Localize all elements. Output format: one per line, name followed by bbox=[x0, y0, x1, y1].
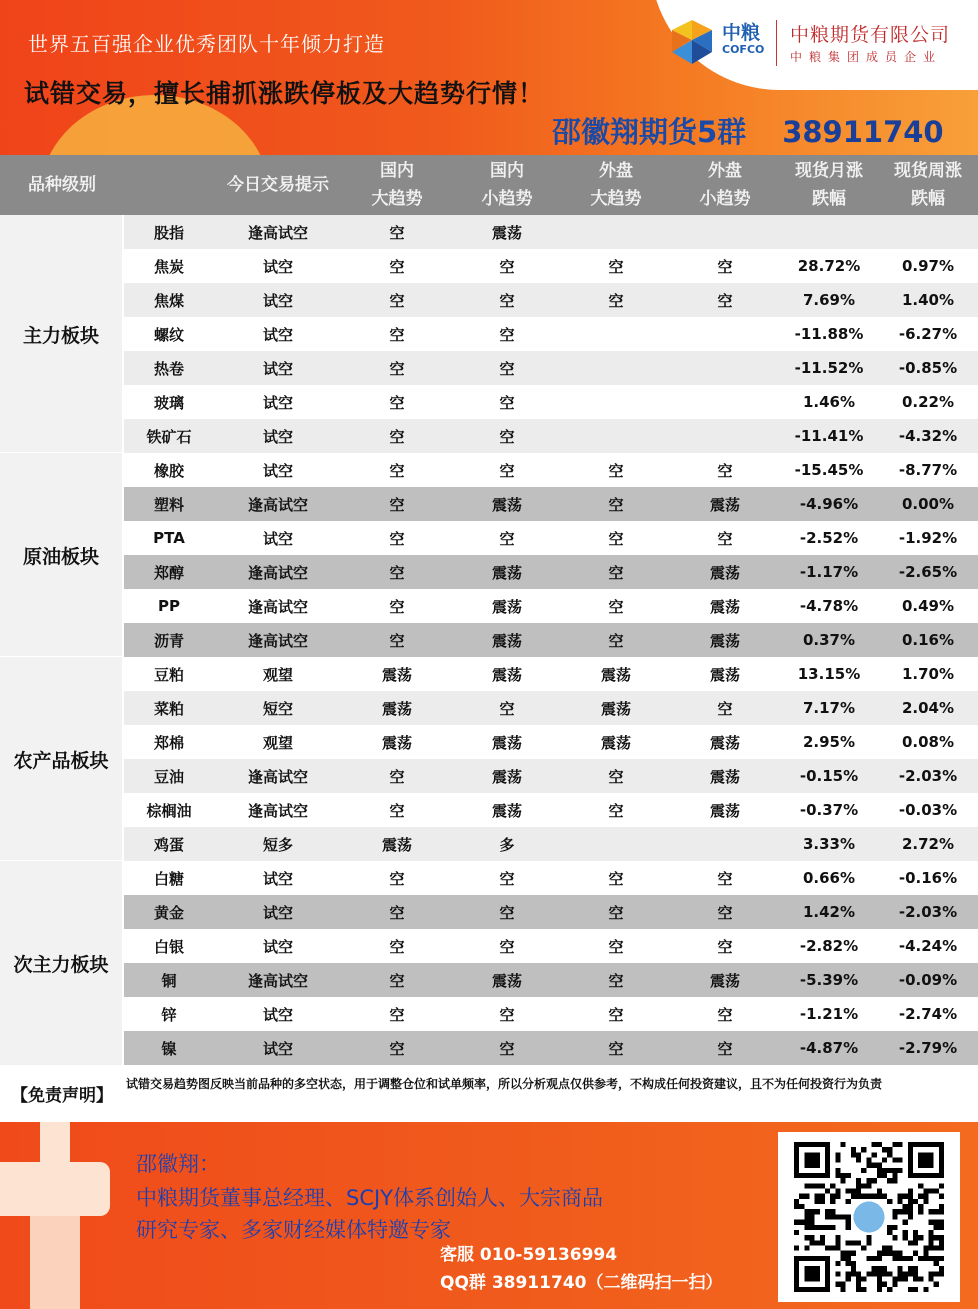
domestic-small-trend-cell: 空 bbox=[499, 257, 515, 276]
spot-week-change-cell: -0.03% bbox=[898, 801, 958, 819]
spot-week-change-cell: -2.74% bbox=[898, 1005, 958, 1023]
trade-tip-cell: 试空 bbox=[262, 1005, 293, 1024]
foreign-small-trend-cell: 震荡 bbox=[709, 767, 740, 786]
foreign-small-trend-cell: 空 bbox=[717, 937, 733, 956]
table-row bbox=[124, 725, 978, 759]
foreign-small-trend-cell: 震荡 bbox=[709, 631, 740, 650]
trade-tip-cell: 逢高试空 bbox=[247, 495, 308, 514]
header-foreign-small-line1: 外盘 bbox=[708, 161, 742, 181]
commodity-name-cell: 鸡蛋 bbox=[153, 835, 184, 854]
table-row bbox=[124, 487, 978, 521]
domestic-small-trend-cell: 震荡 bbox=[491, 801, 522, 820]
spot-month-change-cell: 0.66% bbox=[802, 869, 856, 887]
commodity-name-cell: 白银 bbox=[153, 937, 184, 956]
domestic-small-trend-cell: 震荡 bbox=[491, 223, 522, 242]
domestic-small-trend-cell: 空 bbox=[499, 937, 515, 956]
foreign-big-trend-cell bbox=[562, 385, 670, 419]
company-subtitle: 中粮集团成员企业 bbox=[790, 50, 943, 64]
domestic-big-trend-cell: 震荡 bbox=[381, 665, 412, 684]
foreign-big-trend-cell: 空 bbox=[608, 563, 624, 582]
trade-tip-cell: 试空 bbox=[262, 869, 293, 888]
foreign-big-trend-cell: 空 bbox=[608, 495, 624, 514]
commodity-name-cell: PTA bbox=[153, 529, 185, 547]
table-row bbox=[124, 589, 978, 623]
header-domestic-small bbox=[452, 155, 562, 215]
commodity-name-cell: 黄金 bbox=[153, 903, 184, 922]
foreign-small-trend-cell: 空 bbox=[717, 291, 733, 310]
foreign-big-trend-cell bbox=[562, 827, 670, 861]
analyst-title-line1: 中粮期货董事总经理、SCJY体系创始人、大宗商品 bbox=[136, 1186, 604, 1210]
header-foreign-big-line1: 外盘 bbox=[599, 161, 633, 181]
domestic-big-trend-cell: 空 bbox=[389, 1039, 405, 1058]
spot-week-change-cell: -1.92% bbox=[898, 529, 958, 547]
trade-tip-cell: 短空 bbox=[262, 699, 293, 718]
spot-month-change-cell: 2.95% bbox=[802, 733, 856, 751]
header-spot-month-line1: 现货月涨 bbox=[795, 161, 863, 181]
trade-tip-cell: 试空 bbox=[262, 529, 293, 548]
domestic-small-trend-cell: 空 bbox=[499, 903, 515, 922]
spot-month-change-cell: 0.37% bbox=[802, 631, 856, 649]
foreign-small-trend-cell: 震荡 bbox=[709, 495, 740, 514]
domestic-big-trend-cell: 空 bbox=[389, 597, 405, 616]
foreign-small-trend-cell bbox=[670, 215, 780, 249]
foreign-big-trend-cell: 空 bbox=[608, 1039, 624, 1058]
header-foreign-small-line2: 小趋势 bbox=[699, 189, 751, 209]
spot-week-change-cell: -2.03% bbox=[898, 767, 958, 785]
foreign-big-trend-cell bbox=[562, 215, 670, 249]
commodity-name-cell: 股指 bbox=[153, 223, 184, 242]
spot-month-change-cell: -2.82% bbox=[799, 937, 859, 955]
spot-week-change-cell: 1.40% bbox=[901, 291, 955, 309]
domestic-small-trend-cell: 震荡 bbox=[491, 733, 522, 752]
header-domestic-big-line2: 大趋势 bbox=[371, 189, 423, 209]
commodity-name-cell: 焦煤 bbox=[153, 291, 184, 310]
company-name: 中粮期货有限公司 bbox=[790, 24, 951, 46]
domestic-big-trend-cell: 空 bbox=[389, 359, 405, 378]
spot-week-change-cell bbox=[878, 215, 978, 249]
analyst-name: 邵徽翔： bbox=[136, 1152, 220, 1176]
commodity-name-cell: 铁矿石 bbox=[146, 427, 192, 446]
foreign-small-trend-cell: 空 bbox=[717, 903, 733, 922]
commodity-name-cell: 豆粕 bbox=[153, 665, 184, 684]
table-row bbox=[124, 317, 978, 351]
table-row bbox=[124, 691, 978, 725]
spot-month-change-cell bbox=[780, 215, 878, 249]
foreign-small-trend-cell: 空 bbox=[717, 1005, 733, 1024]
domestic-big-trend-cell: 空 bbox=[389, 767, 405, 786]
foreign-small-trend-cell: 空 bbox=[717, 257, 733, 276]
table-row bbox=[124, 895, 978, 929]
spot-month-change-cell: -2.52% bbox=[799, 529, 859, 547]
trade-tip-cell: 试空 bbox=[262, 325, 293, 344]
domestic-small-trend-cell: 震荡 bbox=[491, 563, 522, 582]
domestic-small-trend-cell: 空 bbox=[499, 427, 515, 446]
spot-week-change-cell: -0.09% bbox=[898, 971, 958, 989]
spot-month-change-cell: 28.72% bbox=[797, 257, 861, 275]
table-row bbox=[124, 963, 978, 997]
foreign-small-trend-cell: 空 bbox=[717, 461, 733, 480]
table-row bbox=[124, 997, 978, 1031]
spot-week-change-cell: 0.00% bbox=[901, 495, 955, 513]
spot-month-change-cell: -0.15% bbox=[799, 767, 859, 785]
spot-month-change-cell: 1.46% bbox=[802, 393, 856, 411]
domestic-small-trend-cell: 震荡 bbox=[491, 971, 522, 990]
trade-tip-cell: 试空 bbox=[262, 257, 293, 276]
table-row bbox=[124, 419, 978, 453]
trade-tip-cell: 试空 bbox=[262, 461, 293, 480]
domestic-big-trend-cell: 震荡 bbox=[381, 835, 412, 854]
domestic-small-trend-cell: 空 bbox=[499, 699, 515, 718]
foreign-small-trend-cell: 震荡 bbox=[709, 665, 740, 684]
header-spot-week-line2: 跌幅 bbox=[911, 189, 945, 209]
foreign-small-trend-cell: 震荡 bbox=[709, 801, 740, 820]
domestic-small-trend-cell: 空 bbox=[499, 869, 515, 888]
analyst-title-line2: 研究专家、多家财经媒体特邀专家 bbox=[136, 1218, 451, 1242]
decor-shape bbox=[0, 1162, 110, 1216]
domestic-small-trend-cell: 空 bbox=[499, 393, 515, 412]
foreign-big-trend-cell: 震荡 bbox=[600, 665, 631, 684]
foreign-small-trend-cell bbox=[670, 385, 780, 419]
foreign-big-trend-cell: 空 bbox=[608, 869, 624, 888]
trade-tip-cell: 逢高试空 bbox=[247, 563, 308, 582]
spot-week-change-cell: -0.16% bbox=[898, 869, 958, 887]
spot-month-change-cell: 3.33% bbox=[802, 835, 856, 853]
domestic-small-trend-cell: 空 bbox=[499, 1005, 515, 1024]
table-row bbox=[124, 249, 978, 283]
domestic-big-trend-cell: 空 bbox=[389, 257, 405, 276]
commodity-name-cell: 沥青 bbox=[153, 631, 184, 650]
spot-month-change-cell: -11.52% bbox=[794, 359, 864, 377]
foreign-small-trend-cell bbox=[670, 419, 780, 453]
spot-month-change-cell: -4.96% bbox=[799, 495, 859, 513]
header-spot-week-line1: 现货周涨 bbox=[894, 161, 962, 181]
trade-tip-cell: 试空 bbox=[262, 427, 293, 446]
trade-tip-cell: 试空 bbox=[262, 903, 293, 922]
trade-tip-cell: 逢高试空 bbox=[247, 631, 308, 650]
domestic-big-trend-cell: 空 bbox=[389, 801, 405, 820]
header-spot-month-line2: 跌幅 bbox=[812, 189, 846, 209]
footer-banner bbox=[0, 1122, 978, 1309]
commodity-name-cell: 焦炭 bbox=[153, 257, 184, 276]
foreign-big-trend-cell: 空 bbox=[608, 597, 624, 616]
foreign-small-trend-cell: 震荡 bbox=[709, 733, 740, 752]
spot-week-change-cell: 0.22% bbox=[901, 393, 955, 411]
spot-week-change-cell: -0.85% bbox=[898, 359, 958, 377]
foreign-big-trend-cell: 空 bbox=[608, 631, 624, 650]
commodity-name-cell: 白糖 bbox=[153, 869, 184, 888]
table-row bbox=[124, 929, 978, 963]
spot-week-change-cell: 0.16% bbox=[901, 631, 955, 649]
foreign-small-trend-cell: 空 bbox=[717, 699, 733, 718]
slogan-secondary: 试错交易，擅长捕抓涨跌停板及大趋势行情！ bbox=[24, 79, 545, 108]
trade-tip-cell: 逢高试空 bbox=[247, 801, 308, 820]
foreign-small-trend-cell: 震荡 bbox=[709, 971, 740, 990]
header-spot-month bbox=[780, 155, 878, 215]
disclaimer-text: 试错交易趋势图反映当前品种的多空状态，用于调整仓位和试单频率，所以分析观点仅供参考，不构成任何投资建议，且不为任何投资行为负责 bbox=[126, 1077, 883, 1091]
header-tip: 今日交易提示 bbox=[227, 175, 329, 195]
domestic-small-trend-cell: 震荡 bbox=[491, 631, 522, 650]
service-phone: 客服 010-59136994 bbox=[440, 1245, 618, 1265]
foreign-small-trend-cell: 震荡 bbox=[709, 597, 740, 616]
domestic-big-trend-cell: 空 bbox=[389, 937, 405, 956]
spot-week-change-cell: -2.79% bbox=[898, 1039, 958, 1057]
foreign-big-trend-cell: 空 bbox=[608, 461, 624, 480]
commodity-name-cell: 豆油 bbox=[153, 767, 184, 786]
spot-week-change-cell: -4.24% bbox=[898, 937, 958, 955]
trade-tip-cell: 试空 bbox=[262, 1039, 293, 1058]
foreign-big-trend-cell bbox=[562, 419, 670, 453]
domestic-big-trend-cell: 空 bbox=[389, 325, 405, 344]
spot-month-change-cell: -4.87% bbox=[799, 1039, 859, 1057]
category-label: 次主力板块 bbox=[0, 861, 124, 1065]
table-row bbox=[124, 861, 978, 895]
spot-week-change-cell: 0.08% bbox=[901, 733, 955, 751]
domestic-big-trend-cell: 震荡 bbox=[381, 733, 412, 752]
category-label: 农产品板块 bbox=[0, 657, 124, 861]
trade-tip-cell: 试空 bbox=[262, 359, 293, 378]
spot-week-change-cell: -8.77% bbox=[898, 461, 958, 479]
spot-week-change-cell: -2.03% bbox=[898, 903, 958, 921]
domestic-big-trend-cell: 空 bbox=[389, 529, 405, 548]
foreign-small-trend-cell: 空 bbox=[717, 1039, 733, 1058]
trade-tip-cell: 逢高试空 bbox=[247, 223, 308, 242]
domestic-big-trend-cell: 空 bbox=[389, 223, 405, 242]
commodity-name-cell: 热卷 bbox=[153, 359, 184, 378]
commodity-name-cell: 棕榈油 bbox=[146, 801, 192, 820]
table-row bbox=[124, 827, 978, 861]
qr-code[interactable] bbox=[778, 1132, 960, 1302]
domestic-big-trend-cell: 空 bbox=[389, 461, 405, 480]
commodity-name-cell: 镍 bbox=[161, 1039, 177, 1058]
domestic-big-trend-cell: 空 bbox=[389, 1005, 405, 1024]
commodity-name-cell: 锌 bbox=[161, 1005, 177, 1024]
trade-tip-cell: 试空 bbox=[262, 291, 293, 310]
logo-english: COFCO bbox=[722, 43, 765, 56]
foreign-small-trend-cell bbox=[670, 317, 780, 351]
spot-week-change-cell: 1.70% bbox=[901, 665, 955, 683]
header-domestic-big-line1: 国内 bbox=[380, 161, 414, 181]
header-domestic-small-line2: 小趋势 bbox=[481, 189, 533, 209]
commodity-name-cell: 郑醇 bbox=[153, 563, 184, 582]
foreign-big-trend-cell: 震荡 bbox=[600, 699, 631, 718]
domestic-big-trend-cell: 空 bbox=[389, 563, 405, 582]
spot-month-change-cell: -0.37% bbox=[799, 801, 859, 819]
spot-month-change-cell: -1.17% bbox=[799, 563, 859, 581]
domestic-small-trend-cell: 空 bbox=[499, 461, 515, 480]
foreign-big-trend-cell: 空 bbox=[608, 903, 624, 922]
slogan-primary: 世界五百强企业优秀团队十年倾力打造 bbox=[28, 32, 385, 56]
commodity-name-cell: 塑料 bbox=[153, 495, 184, 514]
spot-week-change-cell: 0.97% bbox=[901, 257, 955, 275]
domestic-big-trend-cell: 空 bbox=[389, 291, 405, 310]
table-row bbox=[124, 793, 978, 827]
header-domestic-big bbox=[342, 155, 452, 215]
commodity-name-cell: PP bbox=[158, 597, 180, 615]
trade-tip-cell: 逢高试空 bbox=[247, 971, 308, 990]
spot-week-change-cell: 2.04% bbox=[901, 699, 955, 717]
foreign-big-trend-cell: 空 bbox=[608, 937, 624, 956]
domestic-big-trend-cell: 空 bbox=[389, 971, 405, 990]
spot-month-change-cell: -11.41% bbox=[794, 427, 864, 445]
spot-month-change-cell: -1.21% bbox=[799, 1005, 859, 1023]
disclaimer-label: 【免责声明】 bbox=[0, 1066, 124, 1120]
foreign-small-trend-cell bbox=[670, 351, 780, 385]
spot-month-change-cell: -5.39% bbox=[799, 971, 859, 989]
commodity-name-cell: 铜 bbox=[161, 971, 177, 990]
table-row bbox=[124, 623, 978, 657]
commodity-name-cell: 橡胶 bbox=[153, 461, 184, 480]
logo-divider bbox=[776, 20, 777, 66]
domestic-big-trend-cell: 空 bbox=[389, 427, 405, 446]
table-row bbox=[124, 555, 978, 589]
spot-month-change-cell: -11.88% bbox=[794, 325, 864, 343]
spot-month-change-cell: -15.45% bbox=[794, 461, 864, 479]
foreign-big-trend-cell: 震荡 bbox=[600, 733, 631, 752]
domestic-small-trend-cell: 震荡 bbox=[491, 495, 522, 514]
domestic-small-trend-cell: 空 bbox=[499, 325, 515, 344]
table-row bbox=[124, 759, 978, 793]
foreign-big-trend-cell: 空 bbox=[608, 291, 624, 310]
spot-week-change-cell: 2.72% bbox=[901, 835, 955, 853]
trade-tip-cell: 试空 bbox=[262, 393, 293, 412]
domestic-big-trend-cell: 空 bbox=[389, 869, 405, 888]
domestic-small-trend-cell: 震荡 bbox=[491, 597, 522, 616]
category-label: 原油板块 bbox=[0, 453, 124, 657]
trade-tip-cell: 试空 bbox=[262, 937, 293, 956]
spot-month-change-cell: 7.17% bbox=[802, 699, 856, 717]
domestic-big-trend-cell: 空 bbox=[389, 631, 405, 650]
domestic-small-trend-cell: 震荡 bbox=[491, 767, 522, 786]
qr-code-icon bbox=[788, 1142, 950, 1292]
cofco-logo-icon bbox=[668, 18, 716, 66]
header-category: 品种级别 bbox=[28, 175, 96, 195]
trade-tip-cell: 观望 bbox=[262, 665, 293, 684]
table-row bbox=[124, 351, 978, 385]
spot-week-change-cell: -4.32% bbox=[898, 427, 958, 445]
spot-week-change-cell: 0.49% bbox=[901, 597, 955, 615]
domestic-big-trend-cell: 空 bbox=[389, 903, 405, 922]
header-foreign-small bbox=[670, 155, 780, 215]
spot-month-change-cell: 13.15% bbox=[797, 665, 861, 683]
table-row bbox=[124, 283, 978, 317]
foreign-big-trend-cell bbox=[562, 351, 670, 385]
table-row bbox=[124, 453, 978, 487]
spot-week-change-cell: -6.27% bbox=[898, 325, 958, 343]
header-banner bbox=[0, 0, 978, 155]
logo-chinese: 中粮 bbox=[722, 22, 761, 44]
foreign-small-trend-cell: 震荡 bbox=[709, 563, 740, 582]
table-header bbox=[0, 155, 978, 215]
domestic-big-trend-cell: 空 bbox=[389, 495, 405, 514]
foreign-big-trend-cell: 空 bbox=[608, 971, 624, 990]
foreign-small-trend-cell: 空 bbox=[717, 529, 733, 548]
header-spot-week bbox=[878, 155, 978, 215]
foreign-big-trend-cell: 空 bbox=[608, 1005, 624, 1024]
header-foreign-big-line2: 大趋势 bbox=[590, 189, 642, 209]
foreign-big-trend-cell: 空 bbox=[608, 257, 624, 276]
header-foreign-big bbox=[562, 155, 670, 215]
domestic-small-trend-cell: 空 bbox=[499, 359, 515, 378]
commodity-name-cell: 玻璃 bbox=[153, 393, 184, 412]
group-number: 38911740 bbox=[782, 115, 944, 149]
trade-tip-cell: 短多 bbox=[262, 835, 293, 854]
commodity-name-cell: 郑棉 bbox=[153, 733, 184, 752]
qq-group: QQ群 38911740（二维码扫一扫） bbox=[440, 1273, 723, 1293]
commodity-name-cell: 螺纹 bbox=[153, 325, 184, 344]
foreign-small-trend-cell bbox=[670, 827, 780, 861]
domestic-small-trend-cell: 空 bbox=[499, 291, 515, 310]
table-row bbox=[124, 521, 978, 555]
table-row bbox=[124, 215, 978, 249]
header-domestic-small-line1: 国内 bbox=[490, 161, 524, 181]
decor-shape bbox=[30, 1216, 80, 1309]
company-logo bbox=[668, 14, 968, 76]
group-info bbox=[552, 110, 944, 151]
domestic-big-trend-cell: 震荡 bbox=[381, 699, 412, 718]
foreign-big-trend-cell: 空 bbox=[608, 767, 624, 786]
table-body bbox=[124, 215, 978, 1065]
domestic-small-trend-cell: 震荡 bbox=[491, 665, 522, 684]
trade-tip-cell: 逢高试空 bbox=[247, 767, 308, 786]
foreign-big-trend-cell: 空 bbox=[608, 801, 624, 820]
table-row bbox=[124, 1031, 978, 1065]
spot-month-change-cell: 1.42% bbox=[802, 903, 856, 921]
category-label: 主力板块 bbox=[0, 215, 124, 453]
spot-month-change-cell: -4.78% bbox=[799, 597, 859, 615]
trade-tip-cell: 观望 bbox=[262, 733, 293, 752]
foreign-big-trend-cell bbox=[562, 317, 670, 351]
trade-tip-cell: 逢高试空 bbox=[247, 597, 308, 616]
domestic-small-trend-cell: 多 bbox=[499, 835, 515, 854]
table-row bbox=[124, 657, 978, 691]
domestic-small-trend-cell: 空 bbox=[499, 1039, 515, 1058]
domestic-big-trend-cell: 空 bbox=[389, 393, 405, 412]
domestic-small-trend-cell: 空 bbox=[499, 529, 515, 548]
commodity-name-cell: 菜粕 bbox=[153, 699, 184, 718]
foreign-small-trend-cell: 空 bbox=[717, 869, 733, 888]
spot-month-change-cell: 7.69% bbox=[802, 291, 856, 309]
group-name: 邵徽翔期货5群 bbox=[552, 115, 747, 149]
foreign-big-trend-cell: 空 bbox=[608, 529, 624, 548]
table-row bbox=[124, 385, 978, 419]
spot-week-change-cell: -2.65% bbox=[898, 563, 958, 581]
